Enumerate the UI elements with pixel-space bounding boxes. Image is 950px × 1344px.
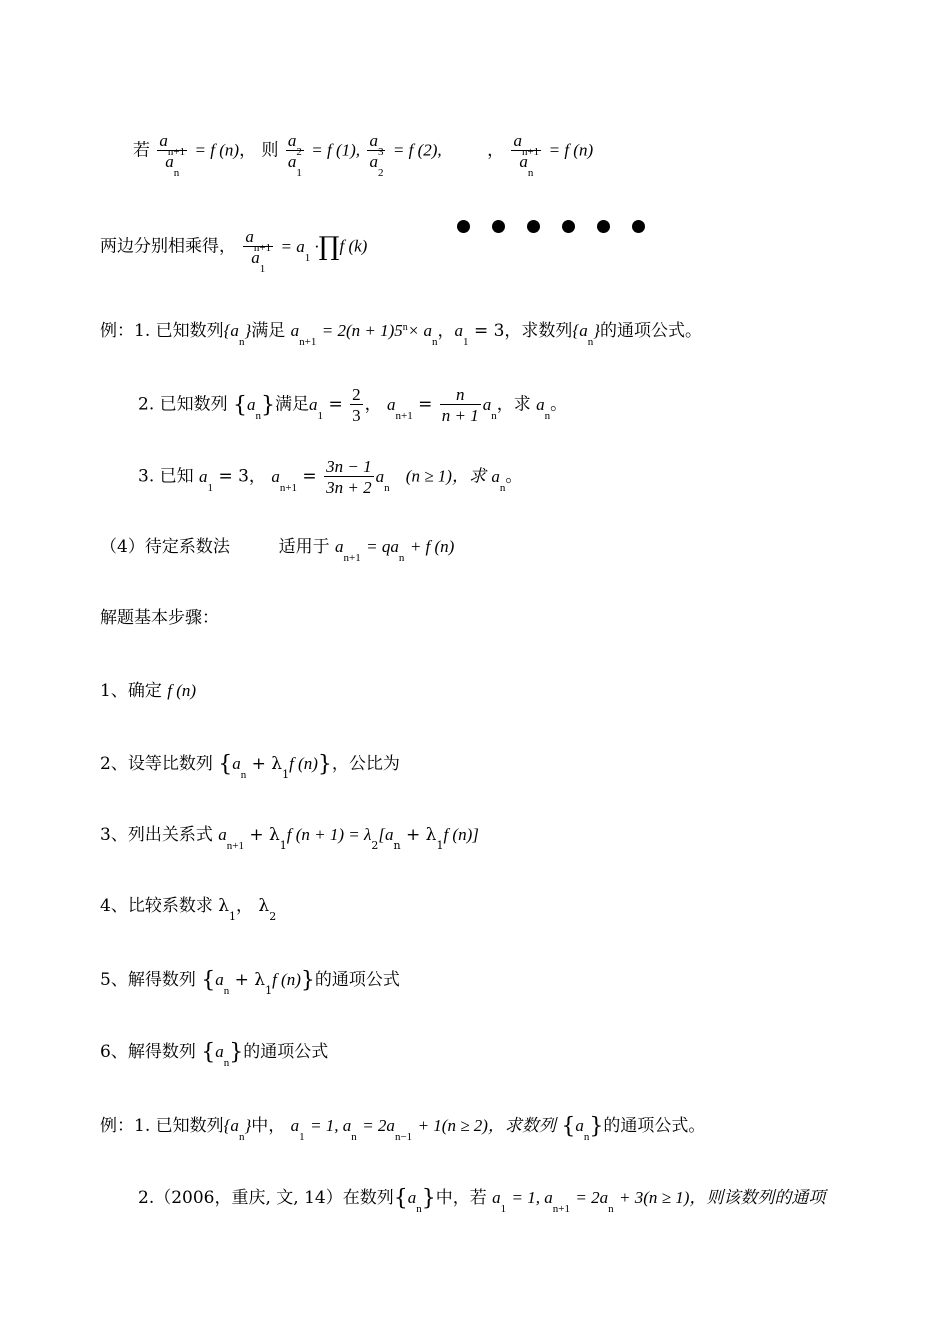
example-3-fraction: $\frac{3n - 1}{3n + 2}$ bbox=[326, 457, 372, 497]
example-3: 3. 已知 $a_1 = 3$， $a_{n+1}$ = $\frac{3n - 1}{3n + 2}$ $a_n$ (n ≥ 1)，求 $a_n$。 bbox=[138, 457, 523, 497]
step-6: 6、解得数列 $\{a_n\}$的通项公式 bbox=[100, 1040, 329, 1069]
ratio-an1-an: $\frac{a_{n+1}}{a_n}$ bbox=[513, 131, 540, 179]
eq-f2: = f (2), bbox=[392, 140, 442, 160]
dot bbox=[632, 220, 645, 233]
example-2-mid: 满足 bbox=[275, 394, 310, 415]
product-line: 两边分别相乘得， $\frac{a_{n+1}}{a_1}$ = $a_1$ ·∏f (k) bbox=[100, 227, 368, 275]
product-fraction: $\frac{a_{n+1}}{a_1}$ bbox=[245, 227, 272, 275]
example-1: 例：1. 已知数列$\{a_n\}$满足 $a_{n+1} = 2(n + 1)5^n\times a_n$，$a_1 = 3$，求数列$\{a_n\}$的通项公式。 bbox=[100, 321, 703, 348]
method-4-formula: = qa bbox=[366, 537, 399, 556]
example-1-suffix: 的通项公式。 bbox=[600, 321, 703, 341]
ratio-fraction: $\frac{a_{n+1}}{a_n}$ bbox=[159, 131, 186, 179]
example-2-eq: = bbox=[328, 394, 343, 415]
eq-f1: = f (1), bbox=[311, 140, 361, 160]
ratio-a3-a2: $\frac{a_3}{a_2}$ bbox=[369, 131, 384, 179]
method-4-tail: + f (n) bbox=[409, 537, 455, 556]
step-1: 1、确定 f (n) bbox=[100, 681, 197, 701]
dot-row bbox=[457, 218, 667, 237]
comma: ， bbox=[364, 394, 382, 415]
dot bbox=[597, 220, 610, 233]
example-2-ratio: $\frac{n}{n + 1}$ bbox=[441, 385, 479, 425]
step-3: 3、列出关系式 $a_{n+1} + \lambda_1f$ $(n + 1) = \lambda_2[a_n + \lambda_1f$ (n)] bbox=[100, 825, 479, 852]
product-symbol: ∏ bbox=[318, 231, 340, 262]
multiply-text: 两边分别相乘得， bbox=[100, 236, 236, 257]
period: 。 bbox=[505, 466, 523, 487]
steps-title: 解题基本步骤： bbox=[100, 608, 219, 628]
ratio-a2-a1: $\frac{a_2}{a_1}$ bbox=[287, 131, 302, 179]
example-3-a1: = 3， bbox=[218, 466, 266, 487]
example-1-mid: 满足 bbox=[251, 321, 286, 341]
ze-text: 则 bbox=[261, 140, 279, 161]
example-4: 例：1. 已知数列$\{a_n\}$中， $a_1 = 1$, $a_n = 2a_{n-1} + 1(n \ge 2)$，求数列 $\{a_n\}$的通项公式。 bbox=[100, 1114, 706, 1143]
example-1-times: × a bbox=[407, 321, 433, 340]
method-4: （4）待定系数法 适用于 $a_{n+1} = qa_n + f$ (n) bbox=[100, 537, 455, 564]
period: 。 bbox=[550, 394, 568, 415]
comma: ， bbox=[239, 140, 257, 161]
example-2-ask: ，求 bbox=[496, 394, 531, 415]
example-2-prefix: 2. 已知数列 bbox=[138, 394, 228, 415]
product-fk: f (k) bbox=[339, 236, 368, 256]
example-1-formula: = 2(n + 1)5 bbox=[321, 321, 403, 340]
method-4-applies: 适用于 bbox=[278, 537, 330, 557]
step-2: 2、设等比数列 {$a_n + \lambda_1f$ (n)}，公比为 bbox=[100, 752, 400, 781]
example-3-prefix: 3. 已知 bbox=[138, 466, 194, 487]
example-1-prefix: 例：1. 已知数列 bbox=[100, 321, 224, 341]
ratio-line bbox=[133, 131, 594, 179]
example-2-fraction: $\frac{2}{3}$ bbox=[352, 385, 361, 425]
step-4: 4、比较系数求 $\lambda_1$， $\lambda_2$ bbox=[100, 896, 277, 923]
eq-fn2: = f (n) bbox=[548, 140, 594, 160]
dot bbox=[492, 220, 505, 233]
comma: ， bbox=[487, 140, 505, 161]
dot bbox=[562, 220, 575, 233]
example-1-a1: = 3，求数列 bbox=[473, 321, 573, 341]
eq-fn: = f (n) bbox=[194, 140, 240, 160]
ruo-text: 若 bbox=[133, 140, 150, 161]
step-5: 5、解得数列 {$a_n + \lambda_1f$ (n)}的通项公式 bbox=[100, 968, 400, 997]
dot bbox=[457, 220, 470, 233]
dot bbox=[527, 220, 540, 233]
example-2: 2. 已知数列 $\{a_n\}$满足$a_1$ = $\frac{2}{3}$ ， $a_{n+1}$ = $\frac{n}{n + 1}$ $a_n$，求 $a_n$。 bbox=[138, 385, 568, 425]
example-3-cond: (n ≥ 1)，求 bbox=[405, 466, 486, 486]
method-4-title: （4）待定系数法 bbox=[100, 537, 230, 557]
example-5: 2.（2006，重庆, 文, 14）在数列$\{a_n\}$中，若 $a_1 = 1$, $a_{n+1} = 2a_n + 3(n \ge 1)$，则该数列的通项 bbox=[138, 1186, 826, 1215]
